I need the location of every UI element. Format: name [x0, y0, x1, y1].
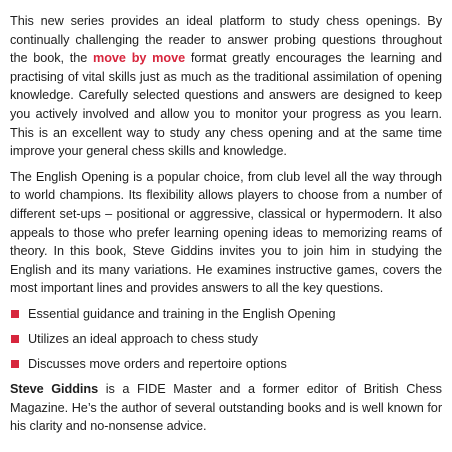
intro-text-start: This new series provides an ideal platform to study chess openings. By continually challenging the reader to answer probing questions throughout the book, the: [10, 14, 442, 66]
description-paragraph: The English Opening is a popular choice, from club level all the way through to world champions. Its flexibility allows players to choose from a number of different set-ups – positional or aggressive, classical or hypermodern. It also appeals to those who prefer learning opening ideas to memorizing reams of theory. In this book, Steve Giddins invites you to join him in studying the English and its many variations. He examines instructive games, covers the most important lines and provides answers to all the key questions.: [10, 169, 442, 296]
red-square-bullet-icon: [11, 335, 19, 343]
feature-text: Discusses move orders and repertoire options: [28, 356, 287, 371]
back-cover-text: [10, 12, 442, 443]
feature-list-item: [10, 355, 442, 373]
red-square-bullet-icon: [11, 310, 19, 318]
move-by-move-highlight: move by move: [93, 51, 186, 66]
author-name: Steve Giddins: [10, 381, 99, 396]
intro-paragraph: [10, 12, 442, 161]
intro-text-end: format greatly encourages the learning and practising of vital skills just as much as the traditional assimilation of opening knowledge. Carefully selected questions and answers are designed to keep you actively involved and allow you to monitor your progress as you learn. This is an excellent way to study any chess opening and at the same time improve your general chess skills and knowledge.: [10, 51, 443, 159]
feature-list-item: [10, 305, 442, 323]
author-bio: is a FIDE Master and a former editor of British Chess Magazine. He’s the author of several outstanding books and is well known for his clarity and no-nonsense advice.: [10, 381, 442, 434]
feature-list: [10, 305, 442, 373]
feature-text: Essential guidance and training in the English Opening: [28, 306, 336, 321]
author-bio-paragraph: [10, 380, 442, 436]
feature-list-item: [10, 330, 442, 348]
red-square-bullet-icon: [11, 360, 19, 368]
feature-text: Utilizes an ideal approach to chess study: [28, 331, 258, 346]
